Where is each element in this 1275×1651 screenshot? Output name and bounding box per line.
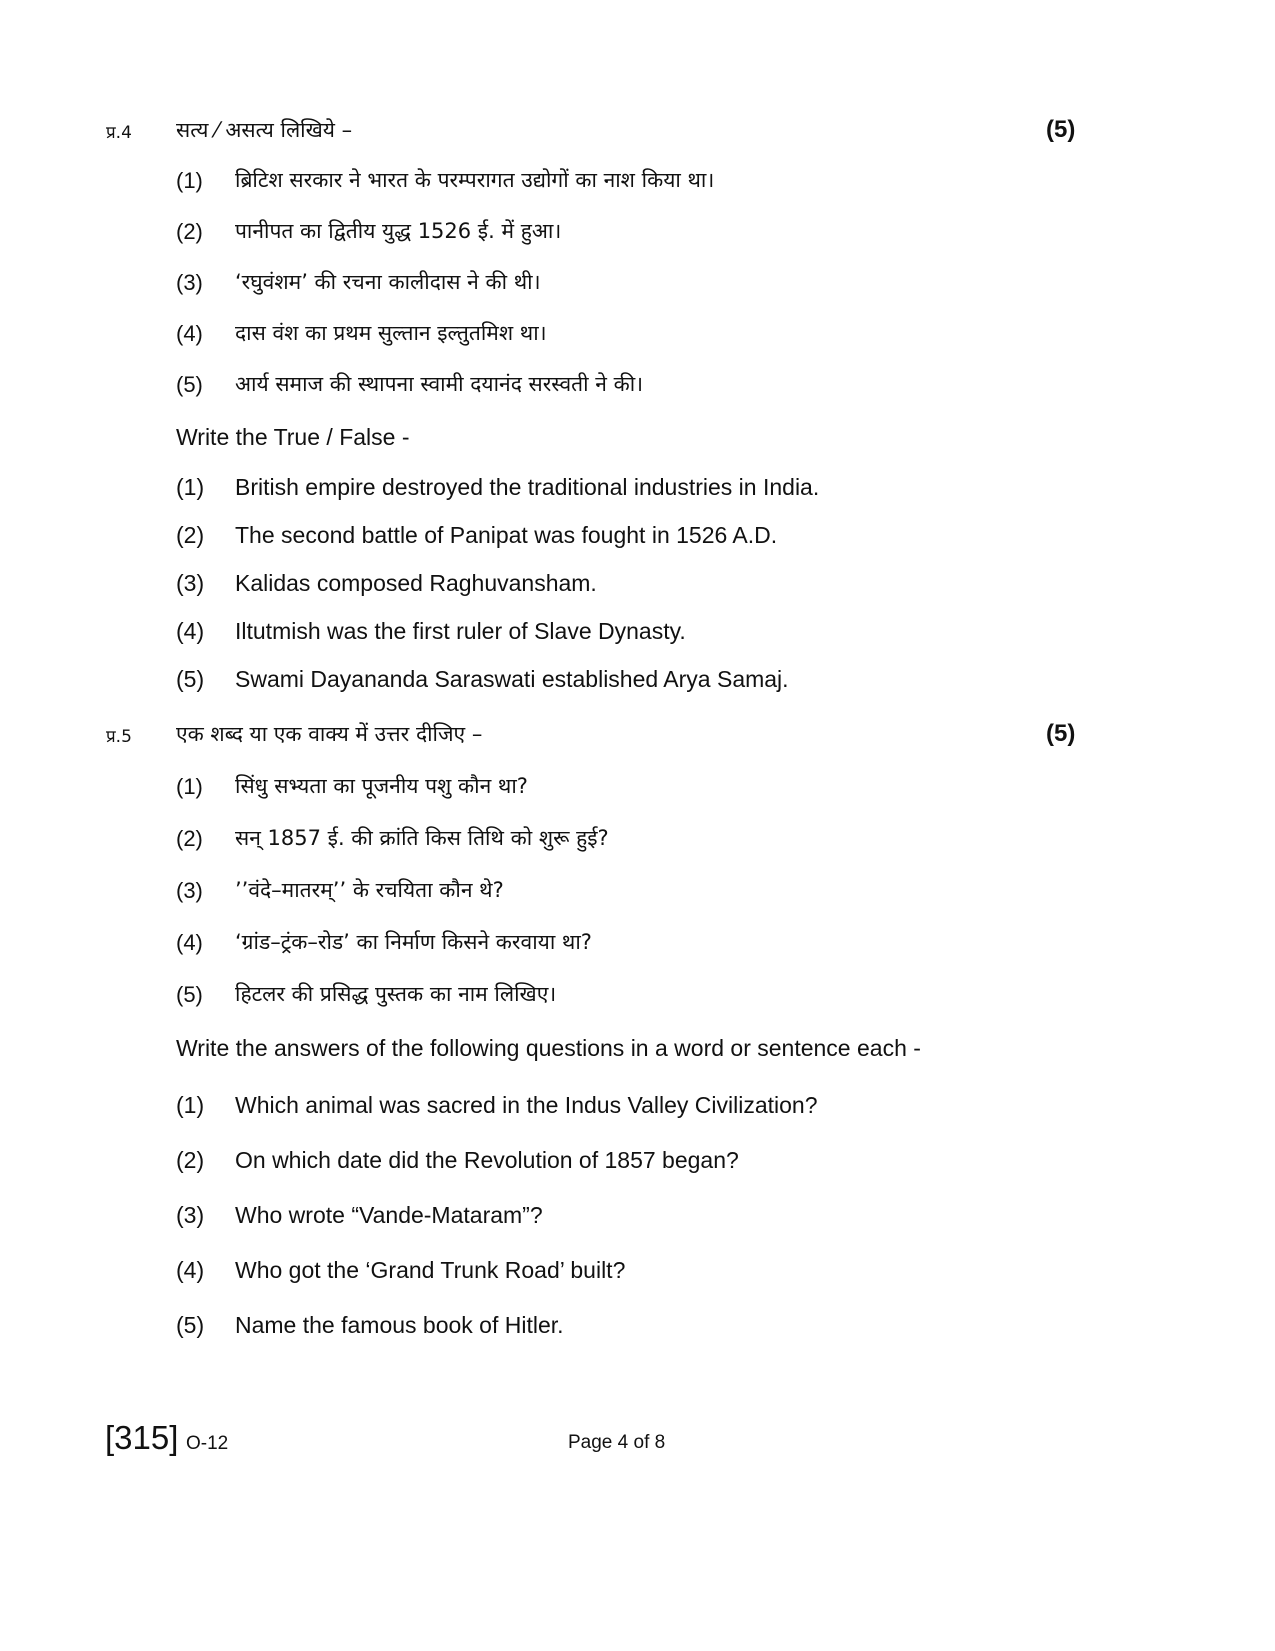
item-text-english: Kalidas composed Raghuvansham. [235,570,597,596]
set-code: O-12 [186,1433,229,1454]
paper-code: [315] [105,1419,179,1456]
item-text-english: Which animal was sacred in the Indus Valley Civilization? [235,1092,818,1118]
list-item [0,1198,1275,1238]
item-text-english: The second battle of Panipat was fought in 1526 A.D. [235,522,778,548]
item-number: (5) [176,1312,205,1338]
item-text-english: Who got the ‘Grand Trunk Road’ built? [235,1257,626,1283]
question-title-english: Write the answers of the following questions in a word or sentence each - [176,1035,921,1061]
list-item [0,924,1275,964]
question-marks: (5) [1046,720,1076,747]
list-item [0,1143,1275,1183]
list-item [0,518,1275,558]
item-text-english: British empire destroyed the traditional industries in India. [235,474,820,500]
list-item [0,470,1275,510]
list-item [0,315,1275,355]
item-text-english: Who wrote “Vande-Mataram”? [235,1202,543,1228]
item-number: (4) [176,321,203,346]
item-number: (3) [176,270,203,295]
item-number: (5) [176,982,203,1007]
item-number: (4) [176,930,203,955]
item-text-hindi: पानीपत का द्वितीय युद्ध 1526 ई. में हुआ। [235,219,562,243]
item-number: (2) [176,522,205,548]
item-text-hindi: सन् 1857 ई. की क्रांति किस तिथि को शुरू हुई? [235,826,609,850]
list-item [0,662,1275,702]
list-item [0,366,1275,406]
item-number: (3) [176,1202,205,1228]
item-number: (4) [176,618,205,644]
item-text-hindi: ’’वंदे–मातरम्’’ के रचयिता कौन थे? [235,878,504,902]
item-text-english: Name the famous book of Hitler. [235,1312,564,1338]
item-number: (3) [176,570,205,596]
item-number: (2) [176,1147,205,1173]
list-item [0,872,1275,912]
question-number: प्र.5 [106,727,132,747]
item-text-hindi: ब्रिटिश सरकार ने भारत के परम्परागत उद्योगों का नाश किया था। [235,168,715,192]
list-item [0,162,1275,202]
item-text-hindi: दास वंश का प्रथम सुल्तान इल्तुतमिश था। [235,321,547,345]
question-4-header [0,112,1275,152]
item-number: (1) [176,474,205,500]
item-text-english: On which date did the Revolution of 1857 began? [235,1147,739,1173]
item-text-hindi: ‘ग्रांड–ट्रंक–रोड’ का निर्माण किसने करवाया था? [235,930,592,954]
question-marks: (5) [1046,116,1076,143]
list-item [0,1253,1275,1293]
question-title-english: Write the True / False - [176,424,410,450]
question-title-hindi: सत्य ⁄ असत्य लिखिये – [176,118,353,142]
item-text-english: Iltutmish was the first ruler of Slave Dynasty. [235,618,686,644]
list-item [0,768,1275,808]
list-item [0,566,1275,606]
item-number: (4) [176,1257,205,1283]
list-item [0,614,1275,654]
item-text-hindi: ‘रघुवंशम’ की रचना कालीदास ने की थी। [235,270,541,294]
list-item [0,264,1275,304]
item-number: (1) [176,774,203,799]
item-number: (1) [176,168,203,193]
item-number: (1) [176,1092,205,1118]
item-number: (2) [176,219,203,244]
list-item [0,976,1275,1016]
question-5-header [0,716,1275,756]
item-text-hindi: सिंधु सभ्यता का पूजनीय पशु कौन था? [235,774,528,798]
list-item [0,213,1275,253]
item-text-english: Swami Dayananda Saraswati established Arya Samaj. [235,666,789,692]
list-item [0,1088,1275,1128]
question-title-hindi: एक शब्द या एक वाक्य में उत्तर दीजिए – [176,722,483,746]
list-item [0,1308,1275,1348]
list-item [0,820,1275,860]
item-number: (5) [176,666,205,692]
item-number: (2) [176,826,203,851]
item-text-hindi: आर्य समाज की स्थापना स्वामी दयानंद सरस्वती ने की। [235,372,644,396]
item-number: (5) [176,372,203,397]
item-number: (3) [176,878,203,903]
item-text-hindi: हिटलर की प्रसिद्ध पुस्तक का नाम लिखिए। [235,982,557,1006]
question-number: प्र.4 [106,123,132,143]
page-number: Page 4 of 8 [568,1432,666,1453]
